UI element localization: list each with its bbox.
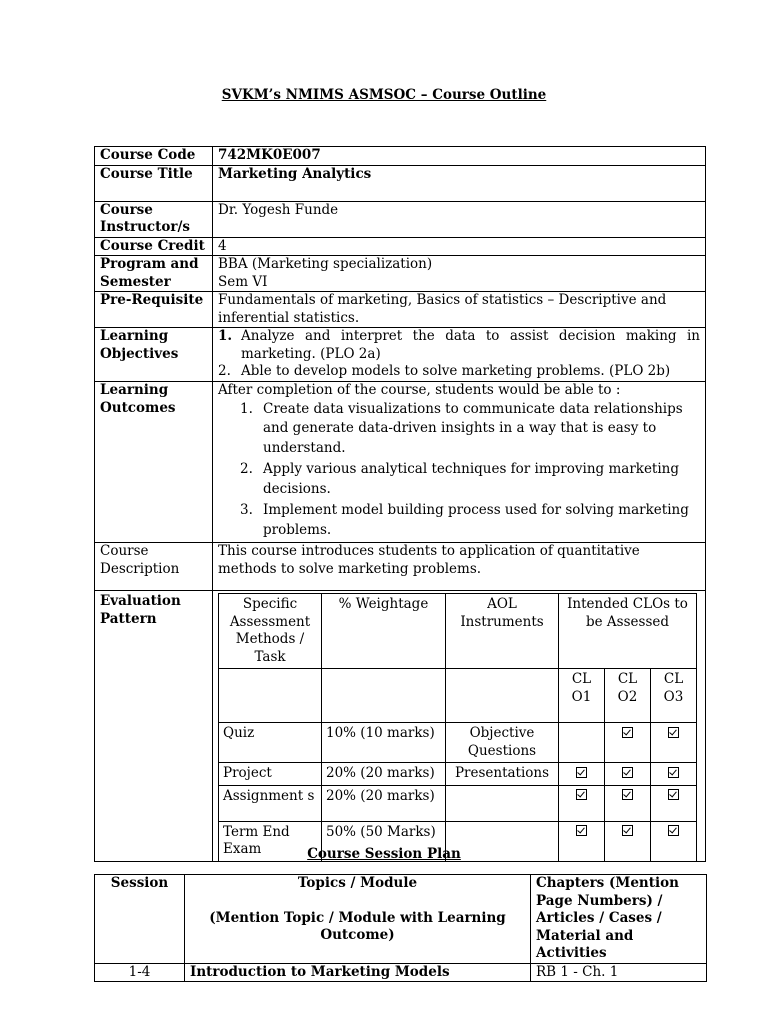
weightage-cell: 20% (20 marks) bbox=[322, 763, 446, 786]
clo-cell bbox=[651, 763, 697, 786]
semester-name: Sem VI bbox=[218, 273, 268, 290]
evaluation-row bbox=[95, 591, 706, 862]
topics-header-subtitle: (Mention Topic / Module with Learning Outcome) bbox=[209, 909, 506, 943]
evaluation-row-item bbox=[219, 723, 697, 763]
description-label: Course Description bbox=[95, 543, 213, 591]
prerequisite-label: Pre-Requisite bbox=[95, 292, 213, 328]
prerequisite-row bbox=[95, 292, 706, 328]
checkbox-checked-icon bbox=[576, 789, 587, 800]
course-title-value: Marketing Analytics bbox=[213, 165, 706, 201]
credit-value: 4 bbox=[213, 237, 706, 256]
outcome-item bbox=[240, 400, 700, 459]
weightage-cell: 20% (20 marks) bbox=[322, 785, 446, 821]
evaluation-label: Evaluation Pattern bbox=[95, 591, 213, 862]
description-row bbox=[95, 543, 706, 591]
empty-cell bbox=[219, 669, 322, 723]
outcome-text: Create data visualizations to communicate data relationships and generate data-driven insights in a way that is easy to understand. bbox=[263, 400, 683, 456]
objectives-value bbox=[213, 328, 706, 382]
chapters-cell: RB 1 - Ch. 1 bbox=[531, 963, 707, 982]
outcomes-label: Learning Outcomes bbox=[95, 382, 213, 543]
outcomes-value bbox=[213, 382, 706, 543]
session-header: Session bbox=[95, 875, 185, 964]
outcomes-intro: After completion of the course, students would be able to : bbox=[218, 382, 621, 398]
session-plan-header-row bbox=[95, 875, 707, 964]
course-outline-table bbox=[94, 146, 706, 862]
outcome-number: 3. bbox=[240, 502, 253, 518]
program-value bbox=[213, 256, 706, 292]
outcome-item bbox=[240, 501, 700, 540]
clo-cell bbox=[559, 785, 605, 821]
clo3-header: CL O3 bbox=[651, 669, 697, 723]
objectives-label: Learning Objectives bbox=[95, 328, 213, 382]
evaluation-row-item bbox=[219, 785, 697, 821]
course-code-label: Course Code bbox=[95, 147, 213, 166]
session-cell: 1-4 bbox=[95, 963, 185, 982]
clo-cell bbox=[559, 723, 605, 763]
clo1-header: CL O1 bbox=[559, 669, 605, 723]
topics-header-title: Topics / Module bbox=[297, 875, 418, 891]
evaluation-table bbox=[218, 593, 697, 862]
clo2-header: CL O2 bbox=[605, 669, 651, 723]
checkbox-checked-icon bbox=[622, 825, 633, 836]
clo-cell bbox=[651, 785, 697, 821]
session-plan-row bbox=[95, 963, 707, 982]
objectives-row bbox=[95, 328, 706, 382]
weightage-header: % Weightage bbox=[322, 594, 446, 669]
objective-number: 1. bbox=[218, 328, 233, 344]
objective-item bbox=[218, 363, 700, 381]
checkbox-checked-icon bbox=[622, 727, 633, 738]
evaluation-header-row bbox=[219, 594, 697, 669]
checkbox-checked-icon bbox=[576, 767, 587, 778]
weightage-cell: 50% (50 Marks) bbox=[322, 821, 446, 861]
course-title-label: Course Title bbox=[95, 165, 213, 201]
empty-cell bbox=[446, 669, 559, 723]
session-plan-title: Course Session Plan bbox=[307, 846, 461, 862]
credit-row bbox=[95, 237, 706, 256]
outcome-number: 1. bbox=[240, 400, 253, 417]
outcome-item bbox=[240, 460, 700, 499]
program-name: BBA (Marketing specialization) bbox=[218, 256, 433, 272]
description-value: This course introduces students to application of quantitative methods to solve marketing problems. bbox=[213, 543, 706, 591]
outcomes-row bbox=[95, 382, 706, 543]
session-plan-table bbox=[94, 874, 707, 982]
evaluation-row-item bbox=[219, 763, 697, 786]
objective-item bbox=[218, 328, 700, 363]
course-code-value: 742MK0E007 bbox=[213, 147, 706, 166]
prerequisite-value: Fundamentals of marketing, Basics of statistics – Descriptive and inferential statistics. bbox=[213, 292, 706, 328]
clo-cell bbox=[605, 785, 651, 821]
checkbox-checked-icon bbox=[622, 767, 633, 778]
method-header: Specific Assessment Methods / Task bbox=[219, 594, 322, 669]
program-row bbox=[95, 256, 706, 292]
method-cell: Term End Exam bbox=[219, 821, 322, 861]
instructor-value: Dr. Yogesh Funde bbox=[213, 201, 706, 237]
chapters-header: Chapters (Mention Page Numbers) / Articles / Cases / Material and Activities bbox=[531, 875, 707, 964]
aol-cell: Objective Questions bbox=[446, 723, 559, 763]
clo-cell bbox=[651, 723, 697, 763]
credit-label: Course Credit bbox=[95, 237, 213, 256]
program-label: Program and Semester bbox=[95, 256, 213, 292]
clo-cell bbox=[605, 763, 651, 786]
checkbox-checked-icon bbox=[622, 789, 633, 800]
aol-header: AOL Instruments bbox=[446, 594, 559, 669]
course-code-row bbox=[95, 147, 706, 166]
method-cell: Assignment s bbox=[219, 785, 322, 821]
checkbox-checked-icon bbox=[668, 767, 679, 778]
topic-cell: Introduction to Marketing Models bbox=[185, 963, 531, 982]
method-cell: Project bbox=[219, 763, 322, 786]
instructor-label: Course Instructor/s bbox=[95, 201, 213, 237]
checkbox-checked-icon bbox=[668, 825, 679, 836]
topics-header bbox=[185, 875, 531, 964]
checkbox-checked-icon bbox=[668, 789, 679, 800]
objective-number: 2. bbox=[218, 363, 231, 379]
aol-cell: Presentations bbox=[446, 763, 559, 786]
method-cell: Quiz bbox=[219, 723, 322, 763]
checkbox-checked-icon bbox=[576, 825, 587, 836]
clo-cell bbox=[559, 763, 605, 786]
outcome-text: Implement model building process used for solving marketing problems. bbox=[263, 502, 689, 538]
document-title: SVKM’s NMIMS ASMSOC – Course Outline bbox=[221, 87, 547, 103]
objective-text: Analyze and interpret the data to assist decision making in marketing. (PLO 2a) bbox=[241, 328, 700, 362]
outcome-number: 2. bbox=[240, 461, 253, 477]
evaluation-cell bbox=[213, 591, 706, 862]
objective-text: Able to develop models to solve marketing problems. (PLO 2b) bbox=[241, 363, 671, 379]
weightage-cell: 10% (10 marks) bbox=[322, 723, 446, 763]
checkbox-checked-icon bbox=[668, 727, 679, 738]
course-title-row bbox=[95, 165, 706, 201]
aol-cell bbox=[446, 785, 559, 821]
clo-cell bbox=[605, 723, 651, 763]
clo-header: Intended CLOs to be Assessed bbox=[559, 594, 697, 669]
outcome-text: Apply various analytical techniques for improving marketing decisions. bbox=[263, 461, 680, 497]
empty-cell bbox=[322, 669, 446, 723]
clo-subheader-row bbox=[219, 669, 697, 723]
instructor-row bbox=[95, 201, 706, 237]
